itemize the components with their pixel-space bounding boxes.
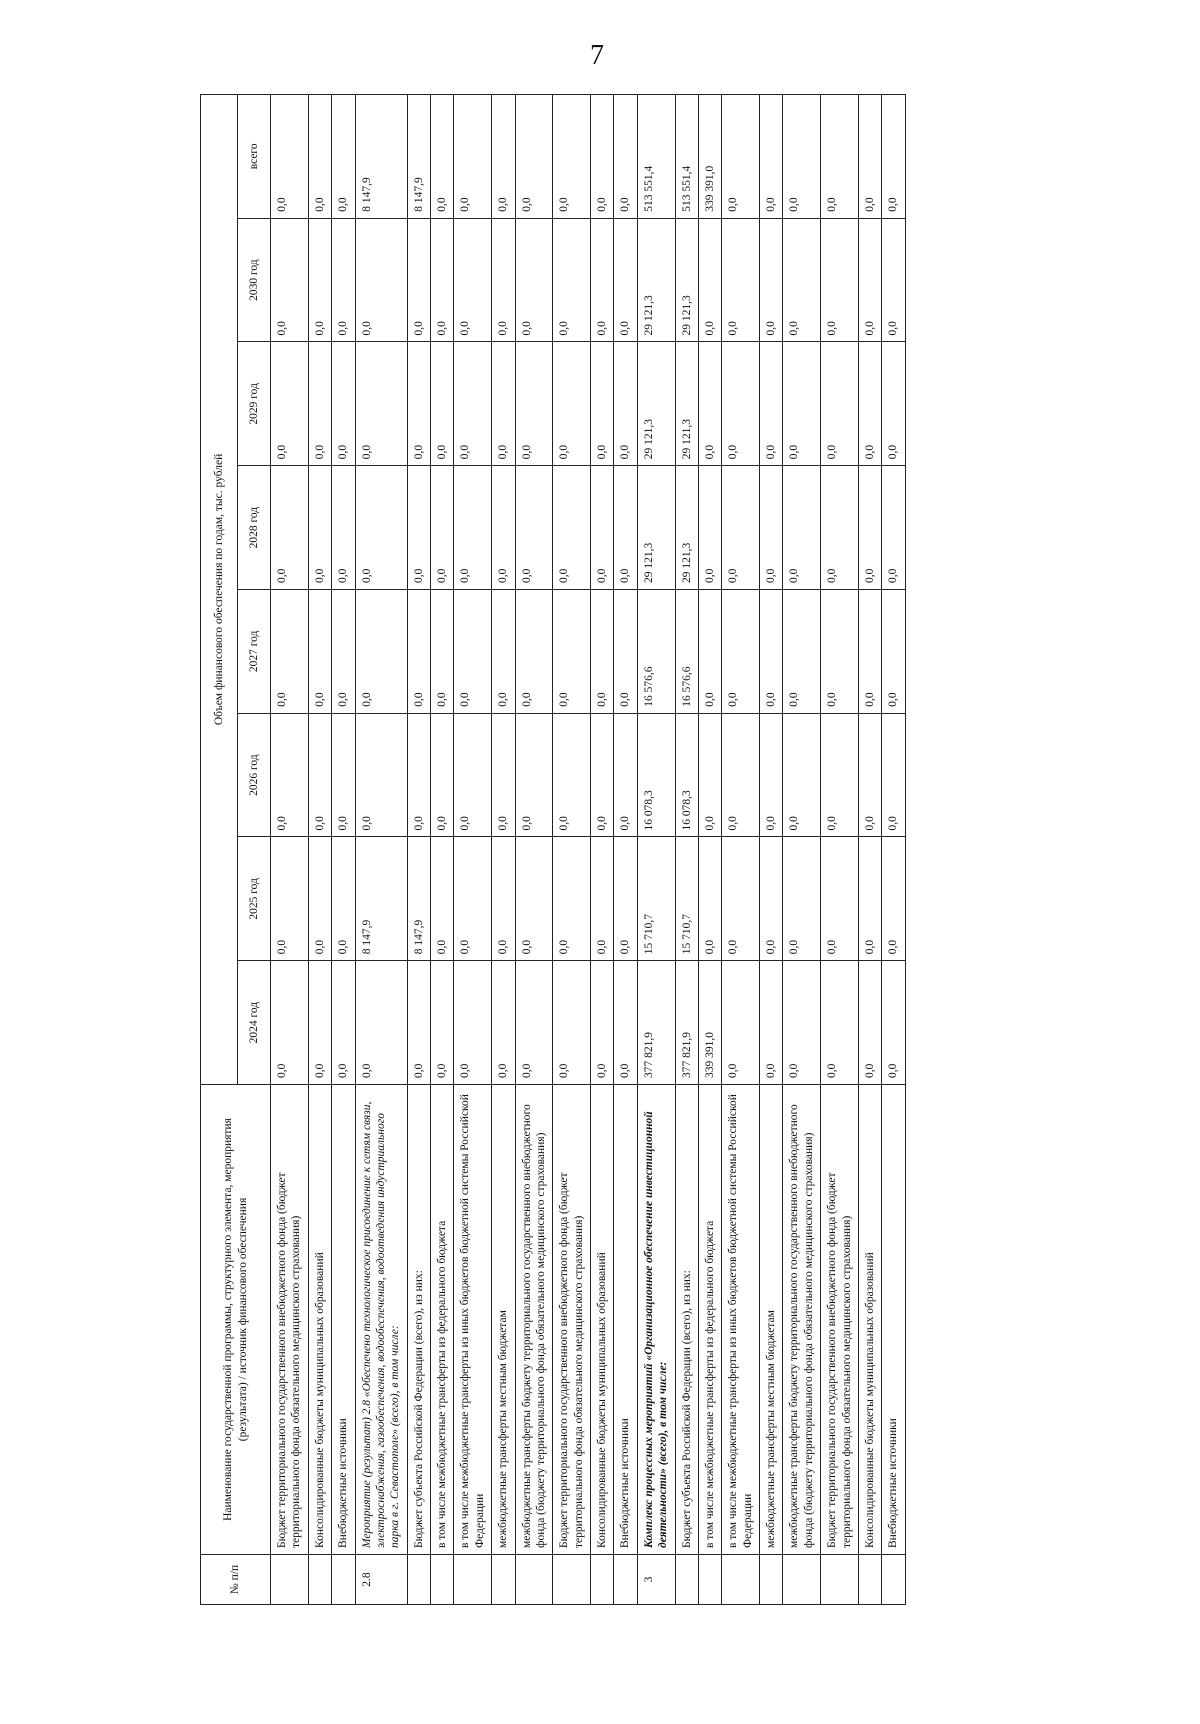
row-value: 0,0 [492, 837, 515, 961]
row-value: 0,0 [882, 342, 905, 466]
row-value: 29 121,3 [675, 342, 698, 466]
row-value: 0,0 [591, 466, 614, 590]
row-value: 0,0 [332, 94, 355, 218]
row-value: 0,0 [431, 94, 454, 218]
header-year: 2026 год [238, 713, 271, 837]
header-year: 2028 год [238, 466, 271, 590]
row-value: 0,0 [515, 713, 553, 837]
table-row [783, 94, 821, 1604]
header-year: 2030 год [238, 218, 271, 342]
row-value: 0,0 [722, 713, 760, 837]
row-value: 0,0 [760, 342, 783, 466]
row-value: 0,0 [821, 94, 859, 218]
table-row [553, 94, 591, 1604]
row-value: 0,0 [492, 94, 515, 218]
row-value: 0,0 [858, 94, 881, 218]
row-number [407, 1555, 430, 1605]
row-number: 2.8 [355, 1555, 407, 1605]
row-value: 0,0 [553, 590, 591, 714]
row-value: 0,0 [515, 342, 553, 466]
row-value: 0,0 [332, 342, 355, 466]
row-value: 0,0 [454, 713, 492, 837]
row-value: 0,0 [821, 713, 859, 837]
row-value: 0,0 [858, 713, 881, 837]
row-value: 0,0 [308, 218, 331, 342]
row-value: 0,0 [308, 713, 331, 837]
row-value: 0,0 [722, 590, 760, 714]
row-value: 0,0 [492, 466, 515, 590]
row-value: 0,0 [431, 837, 454, 961]
row-value: 29 121,3 [637, 342, 675, 466]
row-value: 0,0 [882, 218, 905, 342]
row-value: 0,0 [722, 466, 760, 590]
row-name: Бюджет территориального государственного внебюджетного фонда (бюджет территориального фонда обязательного медицинского страхования) [271, 1085, 309, 1555]
row-value: 16 576,6 [637, 590, 675, 714]
header-number: № п/п [201, 1555, 271, 1605]
row-value: 0,0 [553, 837, 591, 961]
row-value: 0,0 [783, 713, 821, 837]
row-name: в том числе межбюджетные трансферты из иных бюджетов бюджетной системы Российской Федерации [454, 1085, 492, 1555]
row-name: межбюджетные трансферты бюджету территориального государственного внебюджетного фонда (бюджету территориального фонда обязательного медицинского страхования) [515, 1085, 553, 1555]
row-name: Комплекс процессных мероприятий «Организационное обеспечение инвестиционной деятельности» (всего), в том числе: [637, 1085, 675, 1555]
row-value: 8 147,9 [407, 94, 430, 218]
row-value: 0,0 [614, 590, 637, 714]
table-row [355, 94, 407, 1604]
row-number [722, 1555, 760, 1605]
row-value: 0,0 [492, 590, 515, 714]
row-value: 0,0 [821, 218, 859, 342]
row-number [492, 1555, 515, 1605]
row-value: 513 551,4 [637, 94, 675, 218]
row-value: 0,0 [308, 590, 331, 714]
row-value: 0,0 [821, 837, 859, 961]
row-value: 0,0 [882, 837, 905, 961]
row-value: 0,0 [821, 466, 859, 590]
row-value: 0,0 [332, 837, 355, 961]
table-row [515, 94, 553, 1604]
row-value: 0,0 [821, 342, 859, 466]
row-value: 377 821,9 [637, 961, 675, 1085]
row-value: 0,0 [760, 466, 783, 590]
row-value: 0,0 [431, 590, 454, 714]
row-value: 0,0 [821, 961, 859, 1085]
row-value: 0,0 [454, 466, 492, 590]
row-value: 0,0 [515, 466, 553, 590]
row-value: 0,0 [821, 590, 859, 714]
table-row [614, 94, 637, 1604]
row-name: Мероприятие (результат) 2.8 «Обеспечено технологическое присоединение к сетям связи, электроснабжения, газообеспечения, водообеспечения, водоотведения индустриального парка в г. Севастополе» (всего), в том числе: [355, 1085, 407, 1555]
row-value: 0,0 [614, 94, 637, 218]
row-value: 0,0 [882, 713, 905, 837]
table-row [858, 94, 881, 1604]
header-name: Наименование государственной программы, структурного элемента, мероприятия (результата) / источник финансового обеспечения [201, 1085, 271, 1555]
row-value: 16 576,6 [675, 590, 698, 714]
row-value: 0,0 [553, 466, 591, 590]
row-value: 0,0 [882, 590, 905, 714]
row-value: 0,0 [614, 342, 637, 466]
row-value: 0,0 [783, 837, 821, 961]
row-value: 0,0 [614, 713, 637, 837]
row-name: межбюджетные трансферты местным бюджетам [760, 1085, 783, 1555]
row-number [271, 1555, 309, 1605]
row-number [882, 1555, 905, 1605]
row-value: 0,0 [760, 837, 783, 961]
row-value: 339 391,0 [698, 961, 721, 1085]
row-name: Внебюджетные источники [614, 1085, 637, 1555]
row-value: 0,0 [332, 713, 355, 837]
row-name: в том числе межбюджетные трансферты из федерального бюджета [698, 1085, 721, 1555]
row-value: 15 710,7 [637, 837, 675, 961]
header-year: 2027 год [238, 590, 271, 714]
row-number [675, 1555, 698, 1605]
row-value: 0,0 [698, 713, 721, 837]
row-value: 0,0 [308, 961, 331, 1085]
row-value: 0,0 [553, 342, 591, 466]
row-value: 0,0 [431, 713, 454, 837]
row-value: 0,0 [591, 342, 614, 466]
table-row [407, 94, 430, 1604]
table-row [492, 94, 515, 1604]
row-value: 0,0 [698, 837, 721, 961]
table-row [698, 94, 721, 1604]
row-value: 0,0 [332, 466, 355, 590]
table-row [308, 94, 331, 1604]
row-name: в том числе межбюджетные трансферты из иных бюджетов бюджетной системы Российской Федерации [722, 1085, 760, 1555]
row-number: 3 [637, 1555, 675, 1605]
row-value: 0,0 [591, 590, 614, 714]
row-number [454, 1555, 492, 1605]
row-value: 0,0 [308, 837, 331, 961]
row-value: 8 147,9 [407, 837, 430, 961]
row-name: межбюджетные трансферты местным бюджетам [492, 1085, 515, 1555]
row-value: 29 121,3 [637, 218, 675, 342]
row-value: 0,0 [882, 94, 905, 218]
row-value: 377 821,9 [675, 961, 698, 1085]
table-row [675, 94, 698, 1604]
row-value: 0,0 [760, 961, 783, 1085]
row-value: 0,0 [271, 94, 309, 218]
table-row [454, 94, 492, 1604]
row-value: 0,0 [858, 342, 881, 466]
row-value: 0,0 [492, 961, 515, 1085]
row-name: Бюджет субъекта Российской Федерации (всего), из них: [675, 1085, 698, 1555]
header-year: 2024 год [238, 961, 271, 1085]
row-value: 0,0 [614, 466, 637, 590]
table-row [591, 94, 614, 1604]
table-body [271, 94, 906, 1604]
table-row [271, 94, 309, 1604]
row-value: 0,0 [591, 837, 614, 961]
row-number [308, 1555, 331, 1605]
row-value: 15 710,7 [675, 837, 698, 961]
row-value: 0,0 [760, 590, 783, 714]
table-row [431, 94, 454, 1604]
row-value: 0,0 [698, 466, 721, 590]
row-value: 0,0 [858, 961, 881, 1085]
row-value: 0,0 [722, 342, 760, 466]
row-value: 0,0 [407, 466, 430, 590]
financing-table [200, 94, 906, 1605]
row-number [858, 1555, 881, 1605]
row-value: 0,0 [858, 590, 881, 714]
row-value: 0,0 [591, 713, 614, 837]
row-name: межбюджетные трансферты бюджету территориального государственного внебюджетного фонда (бюджету территориального фонда обязательного медицинского страхования) [783, 1085, 821, 1555]
row-value: 0,0 [515, 218, 553, 342]
row-value: 0,0 [271, 961, 309, 1085]
row-value: 0,0 [271, 837, 309, 961]
row-value: 0,0 [760, 94, 783, 218]
row-value: 29 121,3 [637, 466, 675, 590]
row-value: 0,0 [515, 961, 553, 1085]
row-value: 0,0 [783, 961, 821, 1085]
row-value: 0,0 [407, 218, 430, 342]
row-value: 16 078,3 [637, 713, 675, 837]
row-value: 0,0 [722, 961, 760, 1085]
row-value: 0,0 [454, 342, 492, 466]
row-value: 0,0 [783, 342, 821, 466]
table-row [637, 94, 675, 1604]
row-number [515, 1555, 553, 1605]
row-value: 0,0 [492, 713, 515, 837]
row-value: 0,0 [332, 218, 355, 342]
row-value: 0,0 [431, 466, 454, 590]
row-value: 0,0 [722, 837, 760, 961]
row-name: Внебюджетные источники [882, 1085, 905, 1555]
row-value: 0,0 [515, 94, 553, 218]
row-number [431, 1555, 454, 1605]
row-value: 0,0 [454, 218, 492, 342]
table-row [722, 94, 760, 1604]
row-value: 8 147,9 [355, 837, 407, 961]
row-number [783, 1555, 821, 1605]
row-value: 0,0 [492, 218, 515, 342]
row-value: 0,0 [553, 961, 591, 1085]
row-value: 0,0 [783, 218, 821, 342]
row-value: 0,0 [858, 466, 881, 590]
row-value: 0,0 [591, 961, 614, 1085]
row-value: 0,0 [407, 713, 430, 837]
row-number [591, 1555, 614, 1605]
row-value: 0,0 [431, 961, 454, 1085]
row-value: 8 147,9 [355, 94, 407, 218]
row-value: 0,0 [553, 218, 591, 342]
row-value: 0,0 [858, 218, 881, 342]
row-value: 0,0 [308, 466, 331, 590]
row-name: Бюджет территориального государственного внебюджетного фонда (бюджет территориального фонда обязательного медицинского страхования) [821, 1085, 859, 1555]
row-value: 0,0 [431, 342, 454, 466]
header-year: 2029 год [238, 342, 271, 466]
row-value: 0,0 [614, 218, 637, 342]
row-value: 0,0 [591, 94, 614, 218]
row-value: 0,0 [355, 342, 407, 466]
row-number [821, 1555, 859, 1605]
row-value: 0,0 [332, 961, 355, 1085]
row-value: 0,0 [308, 342, 331, 466]
row-number [614, 1555, 637, 1605]
row-value: 0,0 [355, 961, 407, 1085]
row-value: 0,0 [271, 218, 309, 342]
page-number: 7 [590, 40, 604, 71]
row-value: 513 551,4 [675, 94, 698, 218]
row-value: 0,0 [783, 94, 821, 218]
row-value: 0,0 [355, 713, 407, 837]
row-value: 0,0 [614, 961, 637, 1085]
row-value: 0,0 [271, 590, 309, 714]
row-value: 0,0 [332, 590, 355, 714]
row-value: 0,0 [515, 590, 553, 714]
row-value: 0,0 [271, 342, 309, 466]
row-value: 0,0 [454, 94, 492, 218]
row-value: 0,0 [614, 837, 637, 961]
row-value: 0,0 [591, 218, 614, 342]
row-value: 0,0 [492, 342, 515, 466]
row-value: 0,0 [698, 342, 721, 466]
row-value: 16 078,3 [675, 713, 698, 837]
row-value: 0,0 [407, 590, 430, 714]
row-number [760, 1555, 783, 1605]
row-value: 0,0 [454, 837, 492, 961]
header-volume: Объем финансового обеспечения по годам, тыс. рублей [201, 94, 238, 1084]
row-name: Бюджет территориального государственного внебюджетного фонда (бюджет территориального фонда обязательного медицинского страхования) [553, 1085, 591, 1555]
row-value: 0,0 [271, 466, 309, 590]
header-year: всего [238, 94, 271, 218]
row-value: 0,0 [858, 837, 881, 961]
row-value: 0,0 [760, 713, 783, 837]
row-value: 0,0 [760, 218, 783, 342]
row-value: 0,0 [355, 466, 407, 590]
row-value: 0,0 [553, 713, 591, 837]
row-value: 0,0 [271, 713, 309, 837]
row-value: 0,0 [783, 590, 821, 714]
row-number [332, 1555, 355, 1605]
header-year: 2025 год [238, 837, 271, 961]
row-value: 0,0 [783, 466, 821, 590]
row-value: 29 121,3 [675, 466, 698, 590]
row-name: Консолидированные бюджеты муниципальных образований [858, 1085, 881, 1555]
row-number [553, 1555, 591, 1605]
table-row [332, 94, 355, 1604]
row-value: 0,0 [722, 94, 760, 218]
row-name: Консолидированные бюджеты муниципальных образований [591, 1085, 614, 1555]
row-value: 0,0 [882, 961, 905, 1085]
row-value: 0,0 [553, 94, 591, 218]
table-row [760, 94, 783, 1604]
table-row [882, 94, 905, 1604]
row-value: 0,0 [698, 218, 721, 342]
row-value: 0,0 [407, 961, 430, 1085]
row-value: 0,0 [454, 961, 492, 1085]
row-value: 0,0 [882, 466, 905, 590]
row-value: 29 121,3 [675, 218, 698, 342]
row-value: 0,0 [355, 590, 407, 714]
row-value: 339 391,0 [698, 94, 721, 218]
table-row [821, 94, 859, 1604]
row-value: 0,0 [308, 94, 331, 218]
row-name: Внебюджетные источники [332, 1085, 355, 1555]
row-name: Консолидированные бюджеты муниципальных образований [308, 1085, 331, 1555]
row-value: 0,0 [454, 590, 492, 714]
row-name: Бюджет субъекта Российской Федерации (всего), из них: [407, 1085, 430, 1555]
row-value: 0,0 [698, 590, 721, 714]
row-value: 0,0 [355, 218, 407, 342]
row-value: 0,0 [407, 342, 430, 466]
rotated-table-container [200, 95, 1100, 1605]
row-number [698, 1555, 721, 1605]
row-value: 0,0 [722, 218, 760, 342]
row-value: 0,0 [431, 218, 454, 342]
row-name: в том числе межбюджетные трансферты из федерального бюджета [431, 1085, 454, 1555]
row-value: 0,0 [515, 837, 553, 961]
